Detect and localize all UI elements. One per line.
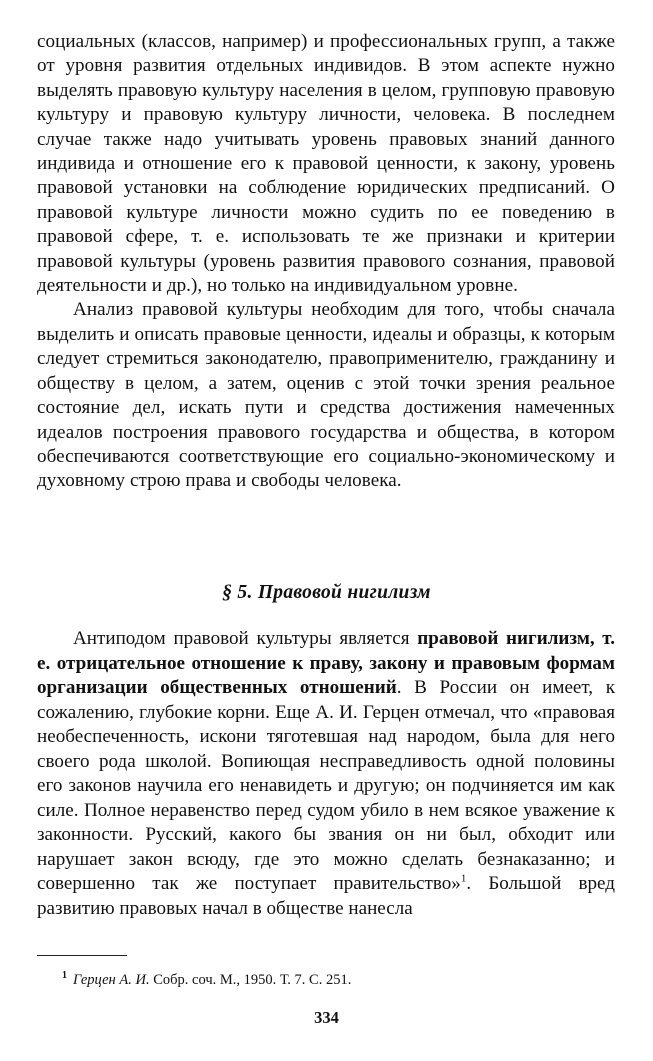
paragraph-3-tail: . Большой вред развитию правовых начал в обществе нанесла [37, 873, 615, 919]
section-heading: § 5. Правовой нигилизм [222, 582, 431, 603]
footnote-reference[interactable]: 1 [460, 872, 467, 885]
footnote-mark: 1 [62, 970, 67, 981]
footnote-divider [37, 955, 127, 956]
text-block-bottom [37, 627, 615, 921]
paragraph-3-bold-term: правовой нигилизм, т. е. отрицательное отношение к праву, закону и правовым формам организации общественных отношений [37, 628, 615, 698]
paragraph-1: социальных (классов, например) и профессиональных групп, а также от уровня развития отдельных индивидов. В этом аспекте нужно выделять правовую культуру населения в целом, групповую правовую культуру и правовую культуру личности, человека. В последнем случае также надо учитывать уровень правовых знаний данного индивида и отношение его к правовой ценности, к закону, уровень правовой установки на соблюдение юридических предписаний. О правовой культуре личности можно судить по ее поведению в правовой сфере, т. е. использовать те же признаки и критерии правовой культуры (уровень развития правового сознания, правовой деятельности и др.), но только на индивидуальном уровне. [37, 31, 615, 297]
paragraph-3-rest: . В России он имеет, к сожалению, глубокие корни. Еще А. И. Герцен отмечал, что «правовая необеспеченность, искони тяготевшая над народом, была для него своего рода школой. Вопиющая несправедливость одной половины его законов научила его ненавидеть и другую; он подчиняется им как силе. Полное неравенство перед судом убило в нем всякое уважение к законности. Русский, какого бы звания он ни был, обходит или нарушает закон всюду, где это можно сделать безнаказанно; и совершенно так же поступает правительство» [37, 677, 616, 894]
paragraph-2: Анализ правовой культуры необходим для того, чтобы сначала выделить и описать правовые ценности, идеалы и образцы, к которым следует стремиться законодателю, правоприменителю, гражданину и обществу в целом, а затем, оценив с этой точки зрения реальное состояние дел, искать пути и средства достижения намеченных идеалов построения правового государства и общества, в котором обеспечиваются соответствующие его социально-экономическому и духовному строю права и свободы человека. [37, 299, 615, 492]
paragraph-3 [37, 627, 615, 921]
text-block-top [37, 30, 615, 494]
paragraph-3-lead: Антиподом правовой культуры является [73, 628, 418, 649]
footnote [62, 967, 351, 989]
page-number: 334 [314, 1008, 339, 1027]
footnote-text: Собр. соч. М., 1950. Т. 7. С. 251. [149, 971, 352, 988]
footnote-author: Герцен А. И. [73, 971, 150, 988]
